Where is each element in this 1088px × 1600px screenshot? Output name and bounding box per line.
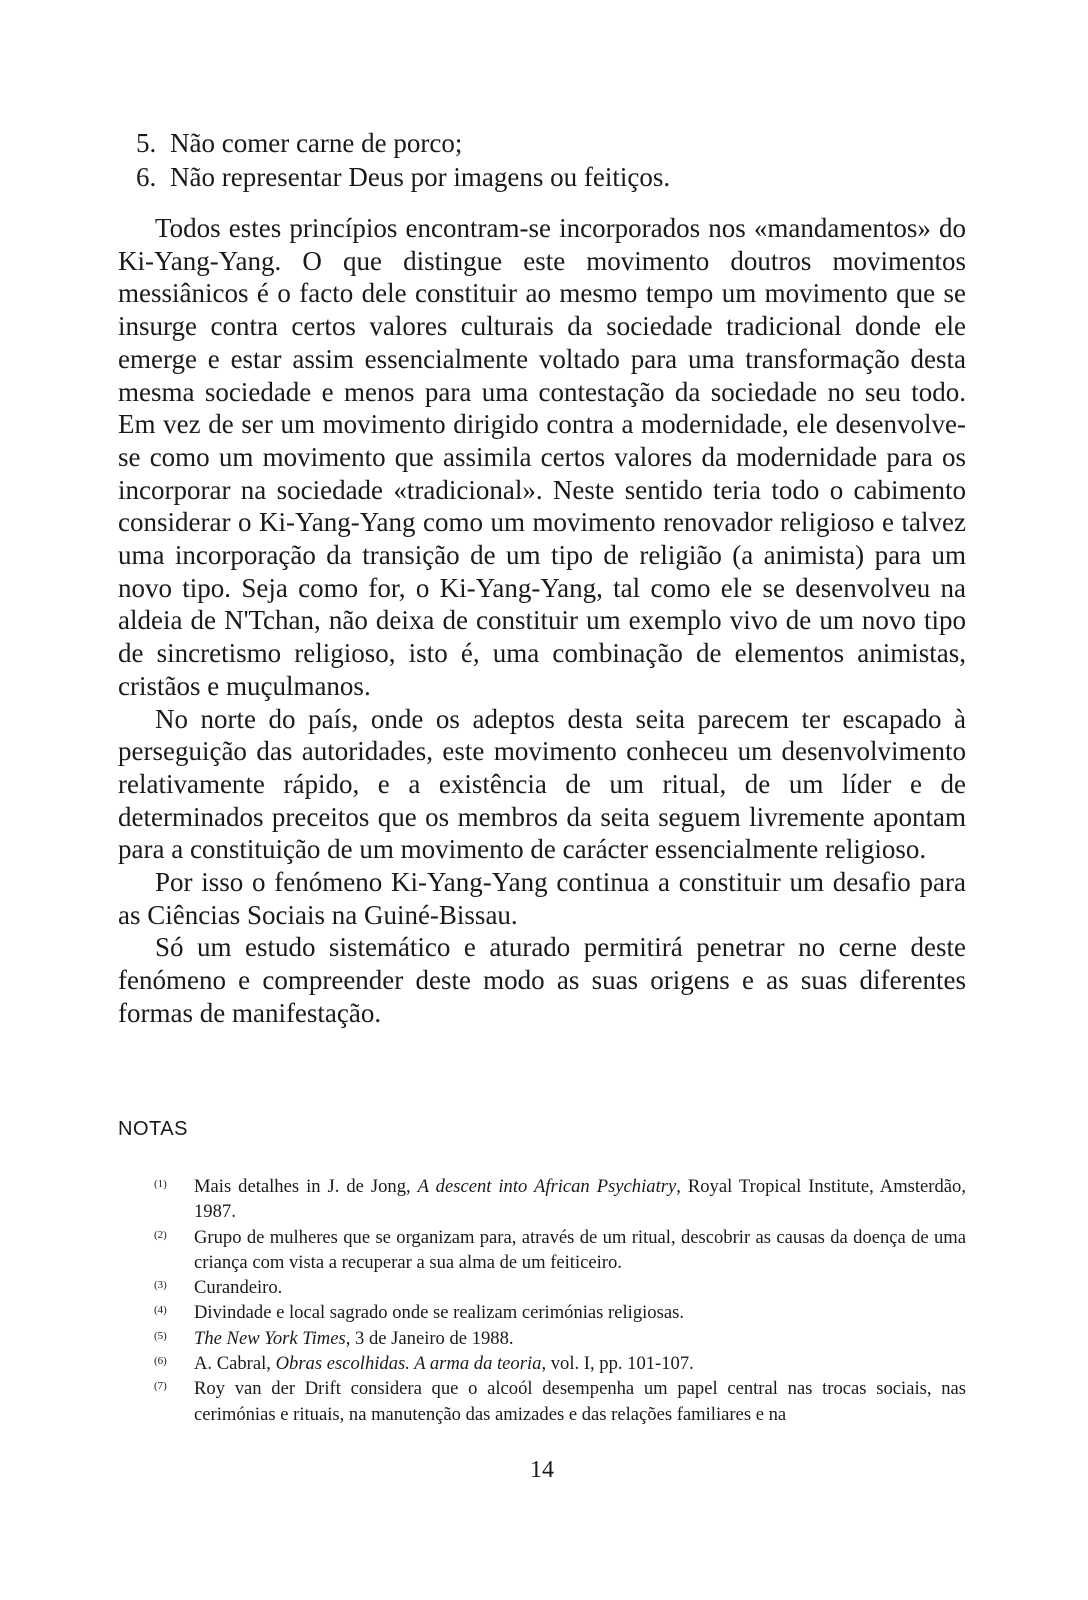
footnote-text: Divindade e local sagrado onde se realizam cerimónias religiosas. bbox=[194, 1302, 684, 1324]
footnote bbox=[154, 1376, 966, 1427]
paragraph: Por isso o fenómeno Ki-Yang-Yang continua a constituir um desafio para as Ciências Sociais na Guiné-Bissau. bbox=[118, 867, 966, 930]
page-number: 14 bbox=[530, 1457, 554, 1483]
notes-heading: NOTAS bbox=[118, 1118, 188, 1140]
footnote-text: Curandeiro. bbox=[194, 1277, 283, 1299]
list-item bbox=[136, 126, 956, 160]
footnote-mark: (2) bbox=[154, 1228, 167, 1241]
footnote-mark: (4) bbox=[154, 1304, 167, 1317]
list-number: 6. bbox=[136, 162, 157, 192]
document-page bbox=[118, 0, 966, 1600]
footnote bbox=[154, 1326, 966, 1351]
footnote-mark: (6) bbox=[154, 1355, 167, 1368]
list-text: Não representar Deus por imagens ou feitiços. bbox=[170, 162, 671, 192]
paragraph: No norte do país, onde os adeptos desta seita parecem ter escapado à perseguição das autoridades, este movimento conheceu um desenvolvimento relativamente rápido, e a existência de um ritual, de um líder e de determinados preceitos que os membros da seita seguem livremente apontam para a constituição de um movimento de carácter essencialmente religioso. bbox=[118, 703, 966, 865]
list-item bbox=[136, 160, 956, 194]
footnote bbox=[154, 1300, 966, 1325]
paragraph: Só um estudo sistemático e aturado permitirá penetrar no cerne deste fenómeno e compreender deste modo as suas origens e as suas diferentes formas de manifestação. bbox=[118, 932, 966, 1028]
footnote-text: A. Cabral, Obras escolhidas. A arma da teoria, vol. I, pp. 101-107. bbox=[194, 1353, 694, 1375]
footnote-text: The New York Times, 3 de Janeiro de 1988. bbox=[194, 1327, 514, 1349]
footnote-mark: (3) bbox=[154, 1279, 167, 1292]
footnote-text: Roy van der Drift considera que o alcoól desempenha um papel central nas trocas sociais, nas cerimónias e rituais, na manutenção das amizades e das relações familiares e na bbox=[194, 1378, 966, 1425]
list-number: 5. bbox=[136, 128, 157, 158]
body-text bbox=[118, 212, 966, 1030]
footnote bbox=[154, 1174, 966, 1225]
footnote-mark: (1) bbox=[154, 1178, 167, 1190]
list-text: Não comer carne de porco; bbox=[170, 128, 463, 158]
footnote bbox=[154, 1351, 966, 1376]
footnote-text: Mais detalhes in J. de Jong, A descent into African Psychiatry, Royal Tropical Institute, Amsterdão, 1987. bbox=[194, 1176, 966, 1223]
footnotes bbox=[154, 1174, 966, 1427]
footnote bbox=[154, 1275, 966, 1300]
paragraph: Todos estes princípios encontram-se incorporados nos «mandamentos» do Ki-Yang-Yang. O que distingue este movimento doutros movimentos messiânicos é o facto dele constituir ao mesmo tempo um movimento que se insurge contra certos valores culturais da sociedade tradicional donde ele emerge e estar assim essencialmente voltado para uma transformação desta mesma sociedade e menos para uma contestação da sociedade no seu todo. Em vez de ser um movimento dirigido contra a modernidade, ele desenvolve-se como um movimento que assimila certos valores da modernidade para os incorporar na sociedade «tradicional». Neste sentido teria todo o cabimento considerar o Ki-Yang-Yang como um movimento renovador religioso e talvez uma incorporação da transição de um tipo de religião (a animista) para um novo tipo. Seja como for, o Ki-Yang-Yang, tal como ele se desenvolveu na aldeia de N'Tchan, não deixa de constituir um exemplo vivo de um novo tipo de sincretismo religioso, isto é, uma combinação de elementos animistas, cristãos e muçulmanos. bbox=[118, 213, 966, 701]
footnote-text: Grupo de mulheres que se organizam para, através de um ritual, descobrir as causas da doença de uma criança com vista a recuperar a sua alma de um feiticeiro. bbox=[194, 1226, 966, 1273]
footnote-mark: (5) bbox=[154, 1329, 167, 1342]
footnote-mark: (7) bbox=[154, 1380, 167, 1393]
footnote bbox=[154, 1225, 966, 1276]
numbered-list bbox=[136, 126, 956, 194]
